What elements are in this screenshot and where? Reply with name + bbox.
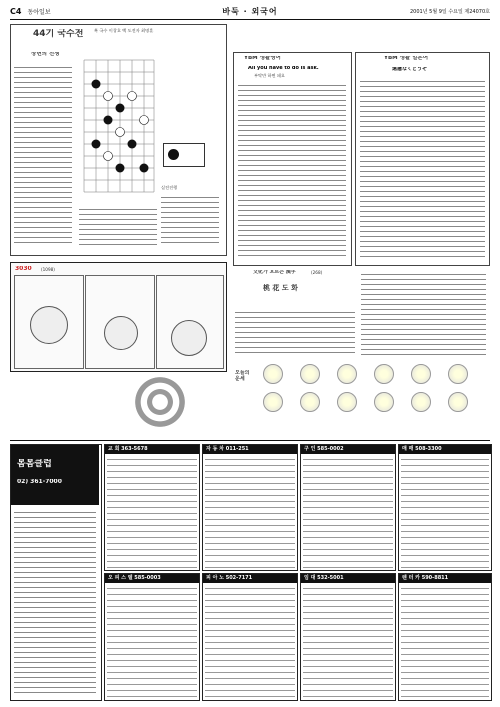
ad-box-8-heading: 렌 터 카 590-8811	[399, 574, 491, 583]
english-title: YBM 생활영어	[244, 56, 281, 61]
english-body	[238, 83, 346, 258]
zodiac-rat-icon	[263, 364, 283, 384]
ad-box-5	[300, 444, 396, 571]
baduk-text-right	[161, 195, 219, 245]
sponsor-logo	[163, 143, 205, 167]
hanja-section	[233, 268, 488, 358]
hanja-text-right	[361, 272, 486, 356]
ad-hero-title: 봄봄클럽	[17, 459, 52, 469]
ad-box-7	[398, 444, 492, 571]
ad-hero-phone: 02) 361-7000	[17, 479, 62, 485]
cartoon-panel-1	[14, 275, 84, 369]
baduk-text-bottom	[79, 207, 157, 247]
ad-box-5-body	[303, 456, 393, 568]
ad-box-1-body	[107, 456, 197, 568]
cartoon-number: (1098)	[41, 267, 55, 272]
ad-hero-body	[14, 510, 96, 695]
ad-box-4-heading: 피 아 노 502-7171	[203, 574, 297, 583]
ad-box-2-heading: 오 피 스 텔 585-0003	[105, 574, 199, 583]
zodiac-horse-icon	[263, 392, 283, 412]
cartoon-character	[30, 306, 68, 344]
baduk-board-diagram	[79, 55, 159, 200]
target-illustration	[130, 372, 190, 432]
japanese-title: YBM 생활 일본어	[384, 56, 429, 61]
fortune-title: 오늘의 운세	[235, 370, 250, 382]
hanja-characters: 桃 花 도 화	[263, 284, 298, 292]
ad-box-3-body	[205, 456, 295, 568]
zodiac-sheep-icon	[300, 392, 320, 412]
hanja-box-title: 文化가 흐르는 漢字	[253, 270, 296, 275]
ad-box-3	[202, 444, 298, 571]
ad-box-1-heading: 교 회 363-5678	[105, 445, 199, 454]
page-header	[10, 4, 490, 18]
baduk-title: 44기 국수전	[33, 29, 84, 39]
baduk-game-note: 흑 국수 이창호 백 도전자 최명훈	[94, 28, 154, 33]
header-rule	[10, 19, 490, 20]
ad-box-6	[300, 573, 396, 701]
issue-date: 2001년 5월 9일 수요일 제24070호	[410, 8, 490, 15]
sponsor-logo-icon	[168, 149, 179, 160]
cartoon-character	[171, 320, 207, 356]
ad-box-3-heading: 자 동 차 011-251	[203, 445, 297, 454]
ads-divider	[10, 440, 490, 441]
zodiac-dragon-icon	[411, 364, 431, 384]
japanese-phrase: 遠慮なくどうぞ	[392, 67, 428, 72]
page-number: C4	[10, 6, 22, 16]
hanja-text-left	[235, 310, 355, 356]
zodiac-tiger-icon	[337, 364, 357, 384]
baduk-column	[10, 24, 227, 256]
cartoon-character	[104, 316, 138, 350]
baduk-text-left	[14, 65, 72, 245]
zodiac-snake-icon	[448, 364, 468, 384]
zodiac-rabbit-icon	[374, 364, 394, 384]
paper-name: 동아일보	[27, 8, 51, 16]
ad-box-8	[398, 573, 492, 701]
ad-box-6-body	[303, 585, 393, 698]
japanese-body	[360, 79, 485, 259]
english-subtitle: 부탁만 하면 돼요	[254, 73, 285, 78]
ad-box-8-body	[401, 585, 489, 698]
cartoon-title: 3030	[15, 266, 32, 272]
ad-box-1	[104, 444, 200, 571]
ad-box-2	[104, 573, 200, 701]
ad-box-2-body	[107, 585, 197, 698]
ad-box-7-body	[401, 456, 489, 568]
zodiac-pig-icon	[448, 392, 468, 412]
ad-box-4-body	[205, 585, 295, 698]
fortune-section	[233, 362, 488, 422]
cartoon-panel-2	[85, 275, 155, 369]
english-phrase: All you have to do is ask.	[248, 66, 319, 71]
baduk-headline: 상변의 전쟁	[31, 52, 60, 57]
cartoon-panel-3	[156, 275, 224, 369]
zodiac-monkey-icon	[337, 392, 357, 412]
zodiac-rooster-icon	[374, 392, 394, 412]
ad-box-7-heading: 매 매 508-3300	[399, 445, 491, 454]
hanja-count: (268)	[311, 270, 323, 275]
section-title: 바둑 · 외국어	[222, 6, 278, 16]
japanese-column	[355, 52, 490, 266]
ad-box-6-heading: 임 대 532-5001	[301, 574, 395, 583]
ad-box-4	[202, 573, 298, 701]
zodiac-dog-icon	[411, 392, 431, 412]
cartoon-strip	[10, 262, 227, 372]
ad-hero	[10, 444, 102, 701]
baduk-diagram-label: 실전진행	[161, 185, 178, 190]
zodiac-ox-icon	[300, 364, 320, 384]
english-column	[233, 52, 352, 266]
ad-hero-banner	[11, 445, 99, 505]
ad-box-5-heading: 구 인 585-0002	[301, 445, 395, 454]
